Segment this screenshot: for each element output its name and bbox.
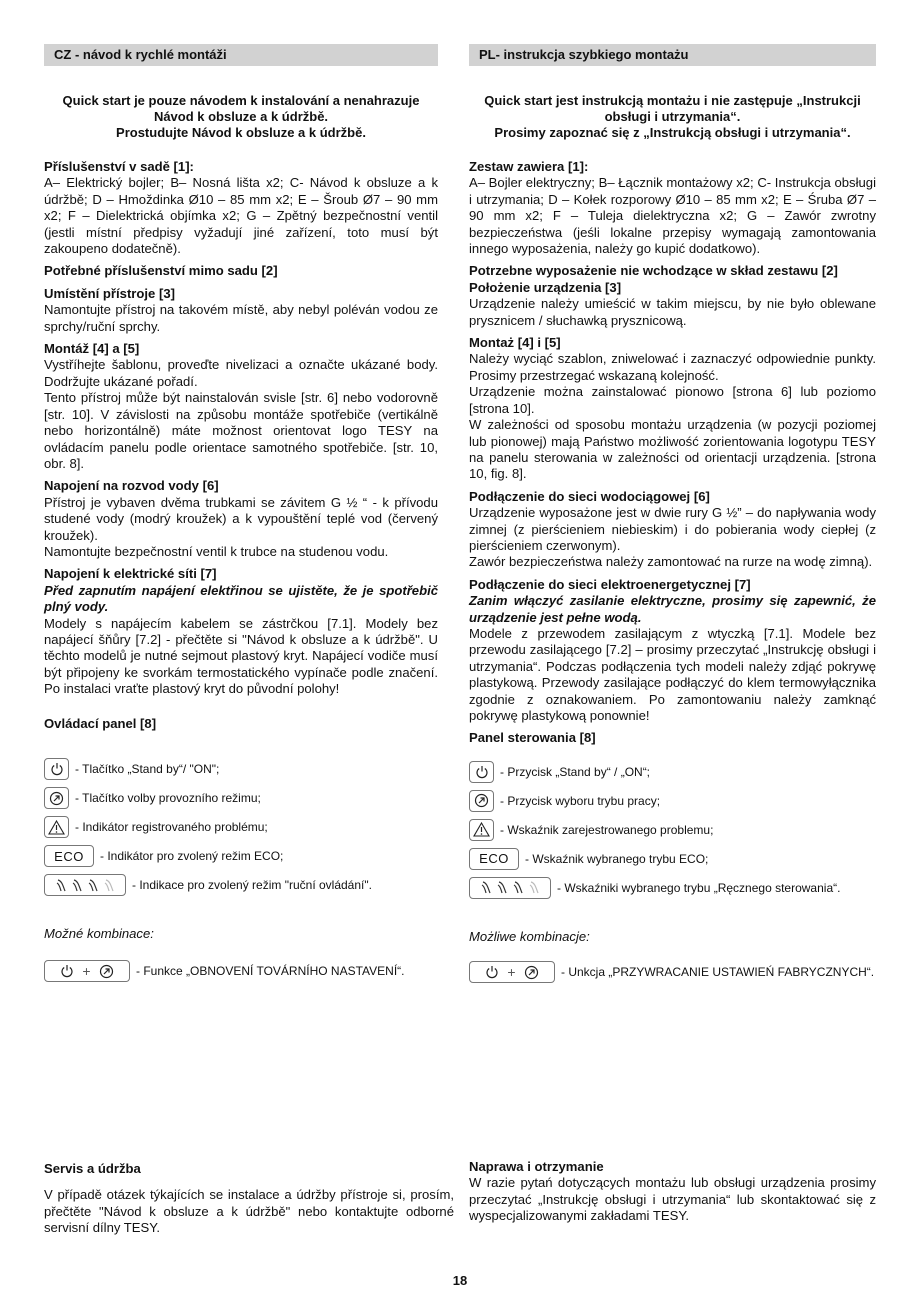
cz-mounting: Montáž [4] a [5] Vystříhejte šablonu, proveďte nivelizaci a označte ukázané body. Dodržujte ukázané pořadí. Tento přístroj může být nainstalován svisle [str. 6] nebo vodorovně [str. 10]. V závislosti na způsobu montáže spotřebiče (vertikálně nebo horizontálně) máte možnost orientovat logo TESY na ovládacím panelu podle orientace samotného spotřebiče. [str. 10, obr. 8]. — [44, 341, 438, 471]
cz-control-panel: Ovládací panel [8] — [44, 715, 157, 731]
control-item: - Przycisk wyboru trybu pracy; — [469, 788, 876, 814]
mode-icon — [44, 787, 69, 809]
cz-combinations-title: Možné kombinace: — [44, 926, 154, 941]
control-item: ECO - Wskaźnik wybranego trybu ECO; — [469, 846, 876, 872]
control-item: - Wskaźnik zarejestrowanego problemu; — [469, 817, 876, 843]
pl-needed-accessories: Potrzebne wyposażenie nie wchodzące w skład zestawu [2] Położenie urządzenia [3] Urządzenie należy umieścić w takim miejscu, by nie było oblewane prysznicem / słuchawką prysznicową. — [469, 263, 876, 328]
pl-accessories: Zestaw zawiera [1]: A– Bojler elektryczny; B– Łącznik montażowy x2; C- Instrukcja obsługi i utrzymania; D – Kołek rozporowy Ø10 – 85 mm x2; E – Śruba Ø7 – 90 mm x2; F – Tuleja dielektryczna x2; G – Zawór zwrotny bezpieczeństwa (jeśli lokalne przepisy wymagają zamontowania innego wyposażenia, należy go kupić dodatkowo). — [469, 159, 876, 257]
page-number: 18 — [452, 1273, 468, 1288]
cz-combination-item: + - Funkce „OBNOVENÍ TOVÁRNÍHO NASTAVENÍ“. — [44, 958, 438, 984]
control-item: - Indikátor registrovaného problému; — [44, 814, 438, 840]
mode-icon — [469, 790, 494, 812]
control-item: - Przycisk „Stand by“ / „ON“; — [469, 759, 876, 785]
warning-icon — [469, 819, 494, 841]
cz-water-connection: Napojení na rozvod vody [6] Přístroj je vybaven dvěma trubkami se závitem G ½ “ - k přívodu studené vody (modrý kroužek) a k vypouštění teplé vod (červený kroužek). Namontujte bezpečnostní ventil k trubce na studenou vodu. — [44, 478, 438, 559]
control-item: - Tlačítko volby provozního režimu; — [44, 785, 438, 811]
pl-combinations-title: Możliwe kombinacje: — [469, 928, 590, 944]
control-item: ECO - Indikátor pro zvolený režim ECO; — [44, 843, 438, 869]
pl-section-header: PL- instrukcja szybkiego montażu — [469, 44, 876, 66]
warning-icon — [44, 816, 69, 838]
power-plus-mode-icon: + — [44, 960, 130, 982]
cz-electric-connection: Napojení k elektrické síti [7] Před zapnutím napájení elektřinou se ujistěte, že je spotřebič plný vody. Modely s napájecím kabelem se zástrčkou [7.1]. Modely bez napájecí šňůry [7.2] - přečtěte si "Návod k obsluze a k údržbě". U těchto modelů je nutné sejmout plastový kryt. Napájecí vodiče musí být připojeny ke svorkám termostatického vypínače podle značení. Po instalaci vraťte plastový kryt do původní polohy! — [44, 566, 438, 697]
power-icon — [469, 761, 494, 783]
cz-column — [44, 44, 454, 1236]
cz-placement: Umístění přístroje [3] Namontujte přístroj na takovém místě, aby nebyl poléván vodou ze sprchy/ruční sprchy. — [44, 285, 438, 334]
eco-indicator-icon: ECO — [469, 848, 519, 870]
cz-section-header: CZ - návod k rychlé montáži — [44, 44, 438, 66]
pl-column — [469, 44, 876, 1224]
cz-control-list — [44, 756, 438, 898]
control-item: - Wskaźniki wybranego trybu „Ręcznego sterowania“. — [469, 875, 876, 901]
power-icon — [44, 758, 69, 780]
pl-combination-item: + - Unkcja „PRZYWRACANIE USTAWIEŃ FABRYCZNYCH“. — [469, 959, 876, 985]
pl-quickstart-notice: Quick start jest instrukcją montażu i nie zastępuje „Instrukcji obsługi i utrzymania“. Prosimy zapoznać się z „Instrukcją obsługi i utrzymania“. — [484, 93, 861, 140]
cz-accessories: Příslušenství v sadě [1]: A– Elektrický bojler; B– Nosná lišta x2; C- Návod k obsluze a k údržbě; D – Hmoždinka Ø10 – 85 mm x2; E – Šroub Ø7 – 90 mm x2; F – Dielektrická objímka x2; G – Zpětný bezpečnostní ventil (jestli místní předpisy vyžadují jiné zařízení, toto musí být zakoupeno dodatečně). — [44, 159, 438, 257]
power-plus-mode-icon: + — [469, 961, 555, 983]
pl-control-panel: Panel sterowania [8] — [469, 730, 596, 746]
control-item: - Indikace pro zvolený režim "ruční ovládání". — [44, 872, 438, 898]
pl-mounting: Montaż [4] i [5] Należy wyciąć szablon, zniwelować i zaznaczyć odpowiednie punkty. Prosimy przestrzegać wskazaną kolejność. Urządzenie można zainstalować pionowo [strona 6] lub poziomo [strona 10]. W zależności od sposobu montażu urządzenia (w pozycji poziomej lub pionowej) mają Państwo możliwość zorientowania logotypu TESY na panelu sterowania w zależności od orientacji urządzenia. [strona 10, fig. 8]. — [469, 335, 876, 482]
pl-control-list — [469, 759, 876, 901]
cz-needed-accessories: Potřebné příslušenství mimo sadu [2] — [44, 263, 278, 279]
control-item: - Tlačítko „Stand by“/ "ON"; — [44, 756, 438, 782]
manual-mode-icon — [469, 877, 551, 899]
eco-indicator-icon: ECO — [44, 845, 94, 867]
manual-mode-icon — [44, 874, 126, 896]
pl-water-connection: Podłączenie do sieci wodociągowej [6] Urządzenie wyposażone jest w dwie rury G ½” – do napływania wody zimnej (z pierścieniem niebieskim) i do pobierania wody ciepłej (z pierścieniem czerwonym). Zawór bezpieczeństwa należy zamontować na rurze na wodę zimną). — [469, 488, 876, 570]
pl-service: Naprawa i otrzymanie W razie pytań dotyczących montażu lub obsługi urządzenia prosimy przeczytać „Instrukcję obsługi i utrzymania“ lub skontaktować się z wyspecjalizowanymi zakładami TESY. — [469, 1159, 876, 1224]
pl-electric-connection: Podłączenie do sieci elektroenergetycznej [7] Zanim włączyć zasilanie elektryczne, prosimy się zapewnić, że urządzenie jest pełne wodą. Modele z przewodem zasilającym z wtyczką [7.1]. Modele bez przewodu zasilającego [7.2] – prosimy przeczytać „Instrukcję obsługi i utrzymania“. Podczas podłączenia tych modeli należy zdjąć pokrywę plastykową. Przewody zasilające podłączyć do klem termowyłącznika zgodnie z oznakowaniem. Po zamontowaniu należy zamknąć pokrywę plastykową ponownie! — [469, 576, 876, 723]
cz-quickstart-notice: Quick start je pouze návodem k instalování a nenahrazuje Návod k obsluze a k údržbě. Prostudujte Návod k obsluze a k údržbě. — [62, 93, 420, 140]
cz-service: Servis a údržba V případě otázek týkajících se instalace a údržby přístroje si, prosím, přečtěte "Návod k obsluze a k údržbě" nebo kontaktujte odborné servisní dílny TESY. — [44, 1161, 454, 1236]
